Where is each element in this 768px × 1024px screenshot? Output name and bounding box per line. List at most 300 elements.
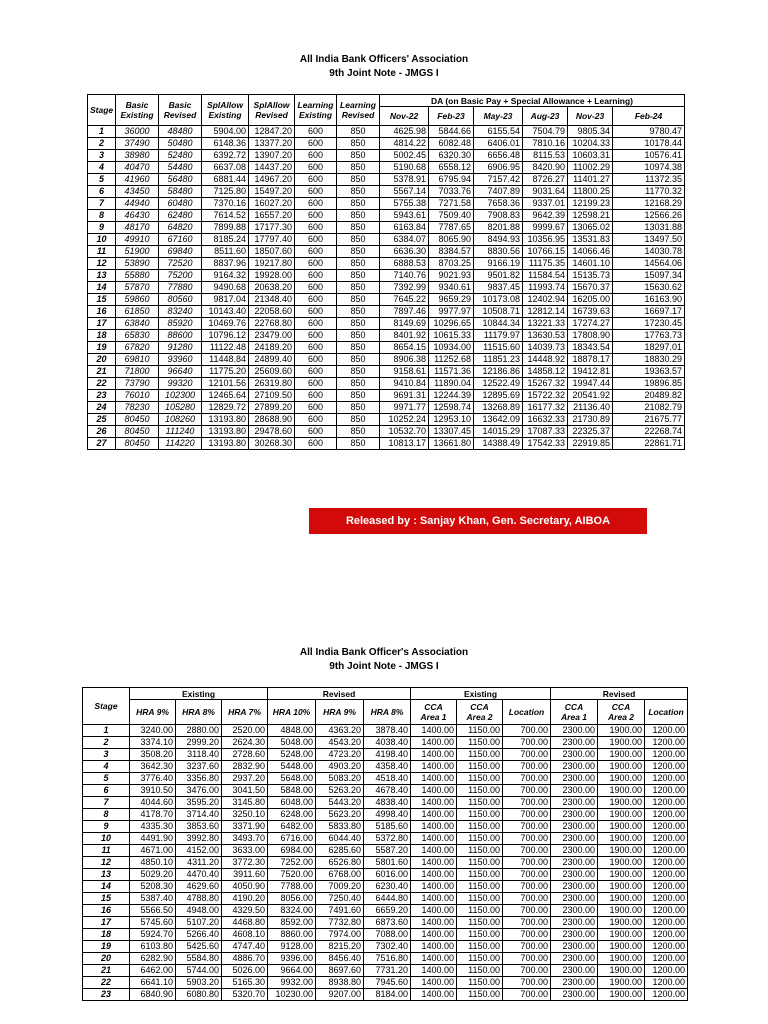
stage-cell: 22 bbox=[88, 378, 116, 390]
value-cell: 7645.22 bbox=[380, 294, 429, 306]
value-cell: 57870 bbox=[116, 282, 159, 294]
doc-subtitle-2: 9th Joint Note - JMGS I bbox=[329, 661, 439, 672]
stage-cell: 8 bbox=[83, 809, 130, 821]
value-cell: 850 bbox=[337, 210, 380, 222]
value-cell: 3853.60 bbox=[176, 821, 222, 833]
stage-cell: 15 bbox=[83, 893, 130, 905]
value-cell: 3356.80 bbox=[176, 773, 222, 785]
value-cell: 600 bbox=[295, 246, 337, 258]
value-cell: 14967.20 bbox=[249, 174, 295, 186]
value-cell: 850 bbox=[337, 282, 380, 294]
value-cell: 9207.00 bbox=[316, 989, 364, 1001]
value-cell: 5744.00 bbox=[176, 965, 222, 977]
value-cell: 4886.70 bbox=[222, 953, 268, 965]
header-period: May-23 bbox=[474, 107, 523, 126]
header-basic-existing: Basic Existing bbox=[116, 95, 159, 126]
value-cell: 10934.00 bbox=[429, 342, 474, 354]
value-cell: 4788.80 bbox=[176, 893, 222, 905]
value-cell: 6080.80 bbox=[176, 989, 222, 1001]
value-cell: 850 bbox=[337, 162, 380, 174]
value-cell: 7520.00 bbox=[268, 869, 316, 881]
value-cell: 11800.25 bbox=[568, 186, 613, 198]
value-cell: 41960 bbox=[116, 174, 159, 186]
value-cell: 850 bbox=[337, 126, 380, 138]
value-cell: 6656.48 bbox=[474, 150, 523, 162]
value-cell: 1200.00 bbox=[645, 773, 688, 785]
value-cell: 17274.27 bbox=[568, 318, 613, 330]
value-cell: 6768.00 bbox=[316, 869, 364, 881]
value-cell: 10230.00 bbox=[268, 989, 316, 1001]
value-cell: 700.00 bbox=[503, 869, 551, 881]
value-cell: 6406.01 bbox=[474, 138, 523, 150]
value-cell: 10532.70 bbox=[380, 426, 429, 438]
value-cell: 61850 bbox=[116, 306, 159, 318]
value-cell: 1900.00 bbox=[598, 893, 645, 905]
value-cell: 7504.79 bbox=[523, 126, 568, 138]
value-cell: 1200.00 bbox=[645, 749, 688, 761]
table-row bbox=[83, 977, 688, 989]
value-cell: 14601.10 bbox=[568, 258, 613, 270]
value-cell: 5083.20 bbox=[316, 773, 364, 785]
value-cell: 1200.00 bbox=[645, 917, 688, 929]
value-cell: 2300.00 bbox=[551, 941, 598, 953]
table-row bbox=[83, 761, 688, 773]
header-hra: HRA 9% bbox=[316, 700, 364, 725]
value-cell: 1900.00 bbox=[598, 749, 645, 761]
value-cell: 3911.60 bbox=[222, 869, 268, 881]
value-cell: 1150.00 bbox=[457, 869, 503, 881]
value-cell: 1400.00 bbox=[411, 917, 457, 929]
value-cell: 4678.40 bbox=[364, 785, 411, 797]
stage-cell: 13 bbox=[88, 270, 116, 282]
table-row bbox=[88, 270, 685, 282]
value-cell: 2300.00 bbox=[551, 929, 598, 941]
value-cell: 2300.00 bbox=[551, 965, 598, 977]
value-cell: 8860.00 bbox=[268, 929, 316, 941]
value-cell: 14858.12 bbox=[523, 366, 568, 378]
value-cell: 8185.24 bbox=[202, 234, 249, 246]
value-cell: 1400.00 bbox=[411, 989, 457, 1001]
value-cell: 10173.08 bbox=[474, 294, 523, 306]
table-row bbox=[83, 965, 688, 977]
value-cell: 1150.00 bbox=[457, 953, 503, 965]
header-basic-revised: Basic Revised bbox=[159, 95, 202, 126]
table-row bbox=[88, 258, 685, 270]
value-cell: 850 bbox=[337, 222, 380, 234]
value-cell: 6285.60 bbox=[316, 845, 364, 857]
value-cell: 49910 bbox=[116, 234, 159, 246]
value-cell: 18507.60 bbox=[249, 246, 295, 258]
stage-cell: 9 bbox=[83, 821, 130, 833]
value-cell: 600 bbox=[295, 390, 337, 402]
value-cell: 6906.95 bbox=[474, 162, 523, 174]
value-cell: 9817.04 bbox=[202, 294, 249, 306]
stage-cell: 6 bbox=[83, 785, 130, 797]
value-cell: 7614.52 bbox=[202, 210, 249, 222]
value-cell: 28688.90 bbox=[249, 414, 295, 426]
stage-cell: 9 bbox=[88, 222, 116, 234]
value-cell: 10796.12 bbox=[202, 330, 249, 342]
value-cell: 37490 bbox=[116, 138, 159, 150]
value-cell: 2624.30 bbox=[222, 737, 268, 749]
value-cell: 1200.00 bbox=[645, 965, 688, 977]
value-cell: 1200.00 bbox=[645, 821, 688, 833]
table-row bbox=[88, 414, 685, 426]
value-cell: 58480 bbox=[159, 186, 202, 198]
value-cell: 7407.89 bbox=[474, 186, 523, 198]
value-cell: 6248.00 bbox=[268, 809, 316, 821]
stage-cell: 23 bbox=[83, 989, 130, 1001]
value-cell: 700.00 bbox=[503, 965, 551, 977]
value-cell: 1200.00 bbox=[645, 929, 688, 941]
value-cell: 63840 bbox=[116, 318, 159, 330]
value-cell: 600 bbox=[295, 126, 337, 138]
value-cell: 12812.14 bbox=[523, 306, 568, 318]
value-cell: 1150.00 bbox=[457, 881, 503, 893]
value-cell: 11252.68 bbox=[429, 354, 474, 366]
value-cell: 1900.00 bbox=[598, 941, 645, 953]
value-cell: 7788.00 bbox=[268, 881, 316, 893]
value-cell: 1400.00 bbox=[411, 905, 457, 917]
value-cell: 1150.00 bbox=[457, 905, 503, 917]
value-cell: 14448.92 bbox=[523, 354, 568, 366]
header-revised: Revised bbox=[268, 688, 411, 700]
value-cell: 1150.00 bbox=[457, 965, 503, 977]
value-cell: 6716.00 bbox=[268, 833, 316, 845]
header-hra: HRA 8% bbox=[364, 700, 411, 725]
value-cell: 1200.00 bbox=[645, 845, 688, 857]
value-cell: 21082.79 bbox=[613, 402, 685, 414]
header-stage: Stage bbox=[88, 95, 116, 126]
value-cell: 2300.00 bbox=[551, 905, 598, 917]
value-cell: 44940 bbox=[116, 198, 159, 210]
value-cell: 9642.39 bbox=[523, 210, 568, 222]
value-cell: 21675.77 bbox=[613, 414, 685, 426]
value-cell: 7974.00 bbox=[316, 929, 364, 941]
value-cell: 7140.76 bbox=[380, 270, 429, 282]
value-cell: 7271.58 bbox=[429, 198, 474, 210]
value-cell: 5587.20 bbox=[364, 845, 411, 857]
value-cell: 5026.00 bbox=[222, 965, 268, 977]
doc-subtitle-1: 9th Joint Note - JMGS I bbox=[329, 68, 439, 79]
value-cell: 700.00 bbox=[503, 857, 551, 869]
value-cell: 600 bbox=[295, 138, 337, 150]
value-cell: 9805.34 bbox=[568, 126, 613, 138]
value-cell: 3041.50 bbox=[222, 785, 268, 797]
value-cell: 9999.67 bbox=[523, 222, 568, 234]
value-cell: 6016.00 bbox=[364, 869, 411, 881]
value-cell: 1900.00 bbox=[598, 917, 645, 929]
doc-title-1: All India Bank Officers' Association bbox=[299, 54, 469, 65]
value-cell: 5584.80 bbox=[176, 953, 222, 965]
value-cell: 80560 bbox=[159, 294, 202, 306]
value-cell: 1150.00 bbox=[457, 989, 503, 1001]
value-cell: 1400.00 bbox=[411, 857, 457, 869]
value-cell: 5924.70 bbox=[130, 929, 176, 941]
table-row bbox=[83, 869, 688, 881]
value-cell: 11002.29 bbox=[568, 162, 613, 174]
value-cell: 5190.68 bbox=[380, 162, 429, 174]
value-cell: 4747.40 bbox=[222, 941, 268, 953]
header-existing-cca: Existing bbox=[411, 688, 551, 700]
value-cell: 3508.20 bbox=[130, 749, 176, 761]
value-cell: 5648.00 bbox=[268, 773, 316, 785]
value-cell: 600 bbox=[295, 318, 337, 330]
value-cell: 11851.23 bbox=[474, 354, 523, 366]
value-cell: 64820 bbox=[159, 222, 202, 234]
value-cell: 5801.60 bbox=[364, 857, 411, 869]
value-cell: 11571.36 bbox=[429, 366, 474, 378]
value-cell: 15722.32 bbox=[523, 390, 568, 402]
value-cell: 16163.90 bbox=[613, 294, 685, 306]
value-cell: 18297.01 bbox=[613, 342, 685, 354]
value-cell: 76010 bbox=[116, 390, 159, 402]
value-cell: 1200.00 bbox=[645, 869, 688, 881]
value-cell: 9490.68 bbox=[202, 282, 249, 294]
value-cell: 1150.00 bbox=[457, 797, 503, 809]
value-cell: 1150.00 bbox=[457, 749, 503, 761]
value-cell: 10508.71 bbox=[474, 306, 523, 318]
value-cell: 1400.00 bbox=[411, 845, 457, 857]
value-cell: 12199.23 bbox=[568, 198, 613, 210]
value-cell: 700.00 bbox=[503, 761, 551, 773]
value-cell: 9664.00 bbox=[268, 965, 316, 977]
value-cell: 11515.60 bbox=[474, 342, 523, 354]
value-cell: 4468.80 bbox=[222, 917, 268, 929]
value-cell: 5844.66 bbox=[429, 126, 474, 138]
value-cell: 3118.40 bbox=[176, 749, 222, 761]
table-row bbox=[88, 378, 685, 390]
table-row bbox=[88, 318, 685, 330]
value-cell: 850 bbox=[337, 354, 380, 366]
value-cell: 26319.80 bbox=[249, 378, 295, 390]
value-cell: 91280 bbox=[159, 342, 202, 354]
stage-cell: 20 bbox=[83, 953, 130, 965]
stage-cell: 16 bbox=[83, 905, 130, 917]
value-cell: 3240.00 bbox=[130, 725, 176, 737]
value-cell: 3642.30 bbox=[130, 761, 176, 773]
table-row bbox=[88, 198, 685, 210]
value-cell: 2300.00 bbox=[551, 989, 598, 1001]
value-cell: 600 bbox=[295, 414, 337, 426]
value-cell: 16697.17 bbox=[613, 306, 685, 318]
value-cell: 1900.00 bbox=[598, 761, 645, 773]
value-cell: 1200.00 bbox=[645, 761, 688, 773]
value-cell: 5623.20 bbox=[316, 809, 364, 821]
stage-cell: 25 bbox=[88, 414, 116, 426]
value-cell: 8494.93 bbox=[474, 234, 523, 246]
value-cell: 8056.00 bbox=[268, 893, 316, 905]
value-cell: 2300.00 bbox=[551, 761, 598, 773]
value-cell: 3145.80 bbox=[222, 797, 268, 809]
stage-cell: 1 bbox=[83, 725, 130, 737]
value-cell: 6163.84 bbox=[380, 222, 429, 234]
value-cell: 13497.50 bbox=[613, 234, 685, 246]
value-cell: 8726.27 bbox=[523, 174, 568, 186]
value-cell: 700.00 bbox=[503, 737, 551, 749]
header-da-group: DA (on Basic Pay + Special Allowance + Learning) bbox=[380, 95, 685, 107]
value-cell: 700.00 bbox=[503, 881, 551, 893]
value-cell: 2300.00 bbox=[551, 845, 598, 857]
value-cell: 10178.44 bbox=[613, 138, 685, 150]
table-row bbox=[83, 953, 688, 965]
value-cell: 11584.54 bbox=[523, 270, 568, 282]
value-cell: 2728.60 bbox=[222, 749, 268, 761]
value-cell: 6103.80 bbox=[130, 941, 176, 953]
value-cell: 2300.00 bbox=[551, 953, 598, 965]
stage-cell: 27 bbox=[88, 438, 116, 450]
table-row bbox=[88, 402, 685, 414]
value-cell: 4998.40 bbox=[364, 809, 411, 821]
value-cell: 700.00 bbox=[503, 941, 551, 953]
value-cell: 9971.77 bbox=[380, 402, 429, 414]
value-cell: 700.00 bbox=[503, 893, 551, 905]
value-cell: 4814.22 bbox=[380, 138, 429, 150]
table-row bbox=[88, 186, 685, 198]
value-cell: 600 bbox=[295, 438, 337, 450]
value-cell: 6230.40 bbox=[364, 881, 411, 893]
value-cell: 10974.38 bbox=[613, 162, 685, 174]
value-cell: 8420.90 bbox=[523, 162, 568, 174]
value-cell: 6392.72 bbox=[202, 150, 249, 162]
value-cell: 1400.00 bbox=[411, 737, 457, 749]
stage-cell: 11 bbox=[83, 845, 130, 857]
value-cell: 19363.57 bbox=[613, 366, 685, 378]
value-cell: 8065.90 bbox=[429, 234, 474, 246]
value-cell: 9021.93 bbox=[429, 270, 474, 282]
value-cell: 5002.45 bbox=[380, 150, 429, 162]
value-cell: 4190.20 bbox=[222, 893, 268, 905]
value-cell: 13065.02 bbox=[568, 222, 613, 234]
header-splallow-revised: SplAllow Revised bbox=[249, 95, 295, 126]
value-cell: 4152.00 bbox=[176, 845, 222, 857]
value-cell: 600 bbox=[295, 174, 337, 186]
value-cell: 1200.00 bbox=[645, 785, 688, 797]
value-cell: 6558.12 bbox=[429, 162, 474, 174]
table-row bbox=[83, 785, 688, 797]
value-cell: 17808.90 bbox=[568, 330, 613, 342]
value-cell: 105280 bbox=[159, 402, 202, 414]
value-cell: 67160 bbox=[159, 234, 202, 246]
value-cell: 2832.90 bbox=[222, 761, 268, 773]
stage-cell: 15 bbox=[88, 294, 116, 306]
value-cell: 6840.90 bbox=[130, 989, 176, 1001]
value-cell: 12402.94 bbox=[523, 294, 568, 306]
value-cell: 8201.88 bbox=[474, 222, 523, 234]
value-cell: 1900.00 bbox=[598, 797, 645, 809]
value-cell: 700.00 bbox=[503, 773, 551, 785]
value-cell: 9837.45 bbox=[474, 282, 523, 294]
value-cell: 4311.20 bbox=[176, 857, 222, 869]
value-cell: 14015.29 bbox=[474, 426, 523, 438]
value-cell: 7252.00 bbox=[268, 857, 316, 869]
value-cell: 13907.20 bbox=[249, 150, 295, 162]
table-row bbox=[88, 306, 685, 318]
stage-cell: 23 bbox=[88, 390, 116, 402]
value-cell: 1150.00 bbox=[457, 737, 503, 749]
value-cell: 2300.00 bbox=[551, 893, 598, 905]
value-cell: 3714.40 bbox=[176, 809, 222, 821]
value-cell: 6526.80 bbox=[316, 857, 364, 869]
value-cell: 13031.88 bbox=[613, 222, 685, 234]
value-cell: 7810.16 bbox=[523, 138, 568, 150]
value-cell: 1150.00 bbox=[457, 725, 503, 737]
header-cca-area2: CCA Area 2 bbox=[457, 700, 503, 725]
value-cell: 1400.00 bbox=[411, 869, 457, 881]
value-cell: 850 bbox=[337, 378, 380, 390]
value-cell: 700.00 bbox=[503, 845, 551, 857]
value-cell: 14564.06 bbox=[613, 258, 685, 270]
table-row bbox=[83, 941, 688, 953]
table-row bbox=[88, 294, 685, 306]
header-hra: HRA 9% bbox=[130, 700, 176, 725]
value-cell: 16027.20 bbox=[249, 198, 295, 210]
value-cell: 600 bbox=[295, 270, 337, 282]
value-cell: 6795.94 bbox=[429, 174, 474, 186]
stage-cell: 7 bbox=[88, 198, 116, 210]
value-cell: 4903.20 bbox=[316, 761, 364, 773]
value-cell: 13193.80 bbox=[202, 438, 249, 450]
value-cell: 8149.69 bbox=[380, 318, 429, 330]
value-cell: 102300 bbox=[159, 390, 202, 402]
value-cell: 1400.00 bbox=[411, 773, 457, 785]
value-cell: 27899.20 bbox=[249, 402, 295, 414]
value-cell: 19896.85 bbox=[613, 378, 685, 390]
value-cell: 5904.00 bbox=[202, 126, 249, 138]
value-cell: 13377.20 bbox=[249, 138, 295, 150]
value-cell: 8830.56 bbox=[474, 246, 523, 258]
header-cca-area2: CCA Area 2 bbox=[598, 700, 645, 725]
value-cell: 13630.53 bbox=[523, 330, 568, 342]
value-cell: 5165.30 bbox=[222, 977, 268, 989]
value-cell: 850 bbox=[337, 294, 380, 306]
value-cell: 55880 bbox=[116, 270, 159, 282]
value-cell: 5387.40 bbox=[130, 893, 176, 905]
value-cell: 2300.00 bbox=[551, 797, 598, 809]
value-cell: 5448.00 bbox=[268, 761, 316, 773]
value-cell: 18878.17 bbox=[568, 354, 613, 366]
value-cell: 1900.00 bbox=[598, 857, 645, 869]
value-cell: 2300.00 bbox=[551, 809, 598, 821]
value-cell: 8456.40 bbox=[316, 953, 364, 965]
value-cell: 600 bbox=[295, 282, 337, 294]
table-row bbox=[88, 438, 685, 450]
value-cell: 1400.00 bbox=[411, 929, 457, 941]
value-cell: 8703.25 bbox=[429, 258, 474, 270]
value-cell: 600 bbox=[295, 198, 337, 210]
value-cell: 108260 bbox=[159, 414, 202, 426]
value-cell: 7125.80 bbox=[202, 186, 249, 198]
value-cell: 9932.00 bbox=[268, 977, 316, 989]
header-hra: HRA 8% bbox=[176, 700, 222, 725]
value-cell: 600 bbox=[295, 258, 337, 270]
header-period: Feb-24 bbox=[613, 107, 685, 126]
stage-cell: 14 bbox=[88, 282, 116, 294]
value-cell: 600 bbox=[295, 162, 337, 174]
value-cell: 5320.70 bbox=[222, 989, 268, 1001]
value-cell: 11448.84 bbox=[202, 354, 249, 366]
value-cell: 10844.34 bbox=[474, 318, 523, 330]
table-row bbox=[83, 809, 688, 821]
value-cell: 1400.00 bbox=[411, 797, 457, 809]
value-cell: 62480 bbox=[159, 210, 202, 222]
value-cell: 53890 bbox=[116, 258, 159, 270]
value-cell: 1400.00 bbox=[411, 725, 457, 737]
value-cell: 12101.56 bbox=[202, 378, 249, 390]
value-cell: 4044.60 bbox=[130, 797, 176, 809]
value-cell: 10813.17 bbox=[380, 438, 429, 450]
value-cell: 17087.33 bbox=[523, 426, 568, 438]
